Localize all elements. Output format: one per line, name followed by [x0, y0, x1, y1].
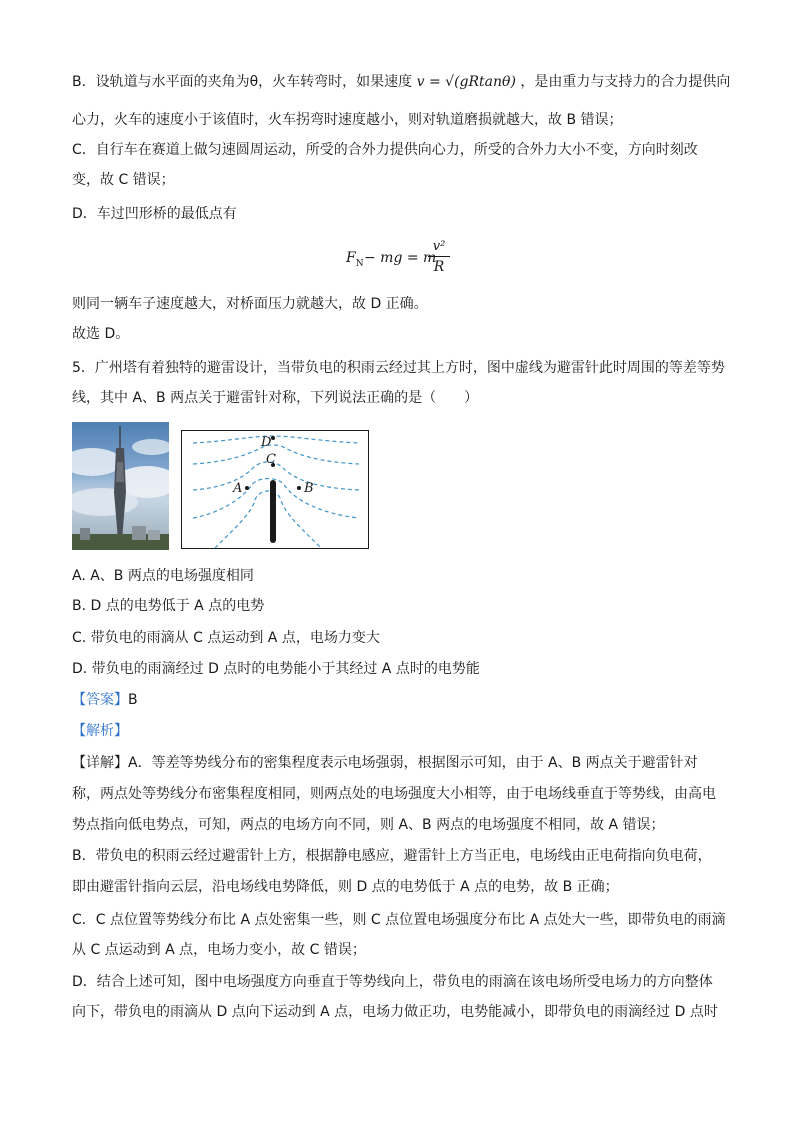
text-b-part2: ，是由重力与支持力的合力提供向 — [520, 74, 731, 90]
option-d: D. 带负电的雨滴经过 D 点时的电势能小于其经过 A 点时的电势能 — [72, 661, 480, 677]
explanation-d-line1: D．车过凹形桥的最低点有 — [72, 206, 237, 222]
answer-line — [72, 690, 138, 710]
formula-left — [346, 250, 364, 269]
formula-fraction — [428, 238, 450, 277]
text-b-part1: B．设轨道与水平面的夹角为θ，火车转弯时，如果速度 — [72, 74, 413, 90]
label-b: B — [304, 481, 314, 496]
formula-f: F — [346, 250, 356, 266]
answer-tag: 【答案】 — [72, 692, 128, 708]
label-c: C — [266, 452, 276, 467]
formula-concave-bridge — [346, 238, 466, 282]
point-d-dot — [271, 436, 275, 440]
option-a: A. A、B 两点的电场强度相同 — [72, 568, 254, 584]
explanation-c-line2: 变，故 C 错误； — [72, 172, 175, 188]
question5-line2: 线，其中 A、B 两点关于避雷针对称，下列说法正确的是（ ） — [72, 390, 479, 406]
lightning-rod — [270, 480, 276, 543]
detail-line-3: 势点指向低电势点，可知，两点的电场方向不同，则 A、B 两点的电场强度不相同，故 A 错误； — [72, 817, 665, 833]
formula-numerator: v² — [432, 239, 446, 254]
analysis-tag: 【解析】 — [72, 723, 128, 739]
point-b-dot — [297, 486, 301, 490]
explanation-b-line2: 心力，火车的速度小于该值时，火车拐弯时速度越小，则对轨道磨损就越大，故 B 错误； — [72, 112, 623, 128]
choose-line: 故选 D。 — [72, 326, 130, 342]
detail-line-1: 【详解】A．等差等势线分布的密集程度表示电场强弱，根据图示可知，由于 A、B 两点关于避雷针对 — [72, 755, 698, 771]
equipotential-svg — [181, 430, 369, 549]
detail-line-2: 称，两点处等势线分布密集程度相同，则两点处的电场强度大小相等，由于电场线垂直于等势线，由高电 — [72, 786, 716, 802]
detail-line-6: C．C 点位置等势线分布比 A 点处密集一些，则 C 点位置电场强度分布比 A 点处大一些，即带负电的雨滴 — [72, 912, 726, 928]
explanation-d-line2: 则同一辆车子速度越大，对桥面压力就越大，故 D 正确。 — [72, 296, 428, 312]
detail-line-4: B．带负电的积雨云经过避雷针上方，根据静电感应，避雷针上方当正电，电场线由正电荷指向负电荷， — [72, 848, 712, 864]
detail-line-8: D．结合上述可知，图中电场强度方向垂直于等势线向上，带负电的雨滴在该电场所受电场力的方向整体 — [72, 974, 713, 990]
option-c: C. 带负电的雨滴从 C 点运动到 A 点，电场力变大 — [72, 630, 380, 646]
detail-line-7: 从 C 点运动到 A 点，电场力变小，故 C 错误； — [72, 942, 366, 958]
canton-tower-photo — [72, 422, 169, 550]
equipotential-diagram — [181, 430, 369, 549]
option-b: B. D 点的电势低于 A 点的电势 — [72, 598, 265, 614]
formula-speed: v = √(gRtanθ) — [416, 74, 516, 90]
canton-tower-illustration — [72, 422, 169, 550]
point-a-dot — [245, 486, 249, 490]
detail-line-5: 即由避雷针指向云层，沿电场线电势降低，则 D 点的电势低于 A 点的电势，故 B 正确； — [72, 879, 619, 895]
answer-value: B — [128, 692, 138, 708]
formula-mid: − mg = m — [364, 250, 437, 266]
explanation-b-line1 — [72, 72, 730, 92]
formula-sub: N — [355, 258, 364, 269]
label-a: A — [233, 481, 243, 496]
explanation-c-line1: C．自行车在赛道上做匀速圆周运动，所受的合外力提供向心力，所受的合外力大小不变，方向时刻改 — [72, 142, 698, 158]
formula-denominator: R — [433, 259, 445, 275]
label-d: D — [261, 435, 272, 450]
detail-line-9: 向下，带负电的雨滴从 D 点向下运动到 A 点，电场力做正功，电势能减小，即带负电的雨滴经过 D 点时 — [72, 1004, 718, 1020]
question5-line1: 5．广州塔有着独特的避雷设计，当带负电的积雨云经过其上方时，图中虚线为避雷针此时周围的等差等势 — [72, 360, 725, 376]
